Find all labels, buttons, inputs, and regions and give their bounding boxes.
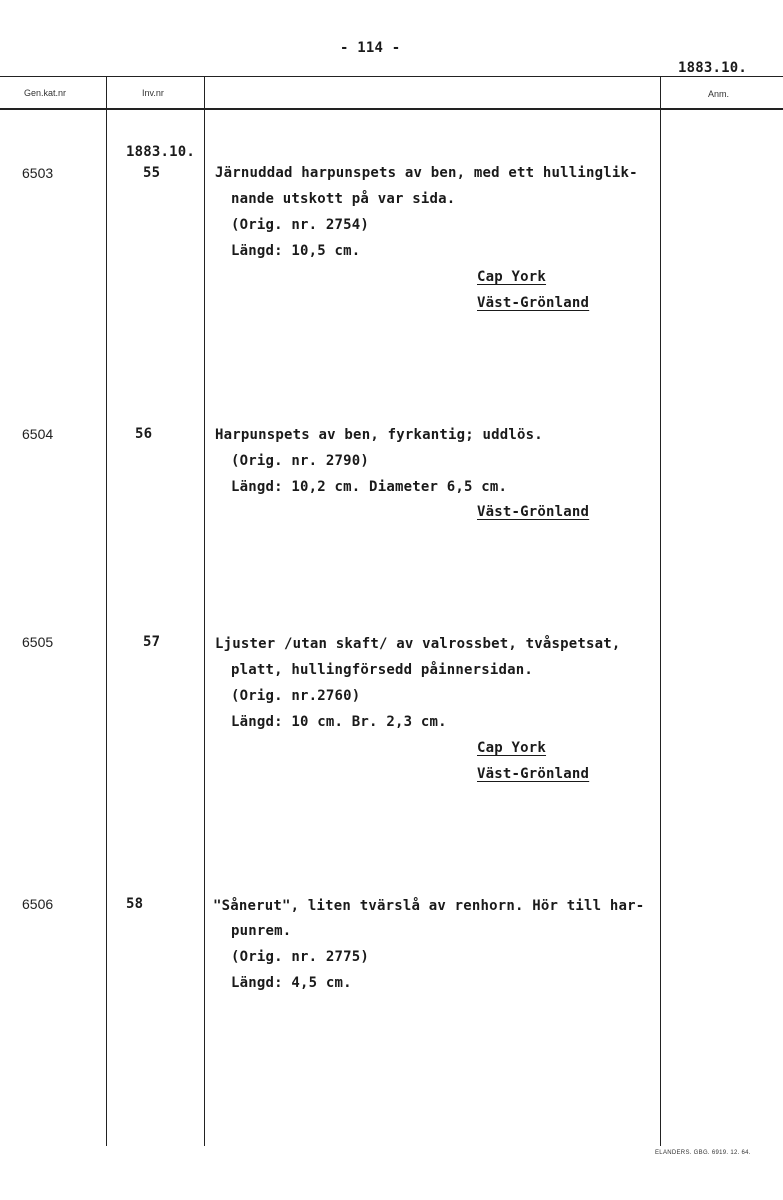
description-line: Ljuster /utan skaft/ av valrossbet, tvåspetsat, [215,636,621,652]
description-line: Harpunspets av ben, fyrkantig; uddlös. [215,427,543,443]
column-divider-3 [660,76,661,1146]
description-line: Järnuddad harpunspets av ben, med ett hullinglik- [215,165,638,181]
gen-kat-number: 6504 [22,426,54,442]
page-number: - 114 - [340,40,401,56]
inv-number: 55 [143,165,161,181]
description-line: Längd: 10 cm. Br. 2,3 cm. [231,714,447,730]
header-top-rule [0,76,783,77]
column-header-gen-kat: Gen.kat.nr [24,88,67,98]
description-line: Längd: 10,5 cm. [231,243,361,259]
description-line: nande utskott på var sida. [231,191,456,207]
description-line: (Orig. nr.2760) [231,688,361,704]
header-bottom-rule [0,108,783,110]
description-line: (Orig. nr. 2790) [231,453,370,469]
description-line: platt, hullingförsedd påinnersidan. [231,662,534,678]
column-divider-2 [204,76,205,1146]
gen-kat-number: 6506 [22,896,54,912]
place-label: Cap York [477,740,547,756]
inv-number: 56 [135,426,153,442]
column-header-inv: Inv.nr [142,88,164,98]
printer-mark: ELANDERS. GBG. 6919. 12. 64. [655,1150,751,1156]
inv-number: 57 [143,634,161,650]
place-label: Väst-Grönland [477,295,590,311]
description-line: "Sånerut", liten tvärslå av renhorn. Hör till har- [213,898,645,914]
description-line: (Orig. nr. 2775) [231,949,370,965]
place-label: Cap York [477,269,547,285]
column-header-anm: Anm. [708,89,730,99]
description-line: punrem. [231,923,292,939]
place-label: Väst-Grönland [477,766,590,782]
column-divider-1 [106,76,107,1146]
description-line: (Orig. nr. 2754) [231,217,370,233]
place-label: Väst-Grönland [477,504,590,520]
description-line: Längd: 4,5 cm. [231,975,352,991]
inv-number: 58 [126,896,144,912]
gen-kat-number: 6503 [22,165,54,181]
inv-year-header: 1883.10. [126,144,196,160]
gen-kat-number: 6505 [22,634,54,650]
description-line: Längd: 10,2 cm. Diameter 6,5 cm. [231,479,508,495]
year-reference: 1883.10. [678,60,748,76]
